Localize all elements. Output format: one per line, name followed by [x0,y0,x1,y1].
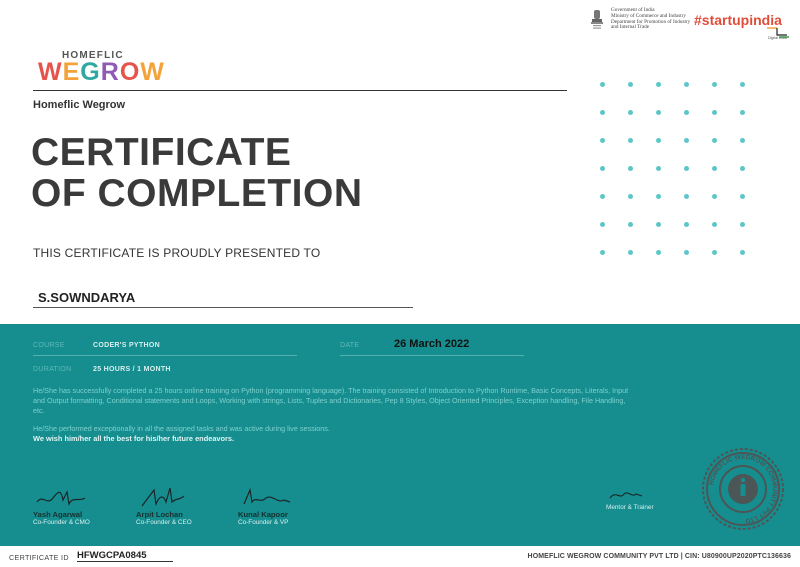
decorative-dot [684,110,689,115]
decorative-dot-grid [600,82,760,262]
govt-line: Government of India [611,7,655,13]
logo-letter: R [100,58,120,86]
signatory-arpit [136,486,216,526]
signature-icon [606,486,646,504]
recipient-underline [33,307,413,308]
logo-letter: G [80,58,101,86]
decorative-dot [684,250,689,255]
decorative-dot [600,82,605,87]
decorative-dot [656,138,661,143]
signatory-role: Co-Founder & CEO [136,519,192,526]
certificate-title [31,132,363,214]
course-underline [33,355,297,356]
logo-small-text: HOMEFLIC [62,50,124,61]
decorative-dot [684,222,689,227]
decorative-dot [740,222,745,227]
decorative-dot [628,166,633,171]
logo-letter: W [140,58,165,86]
date-underline [340,355,524,356]
decorative-dot [740,250,745,255]
signatory-role: Co-Founder & VP [238,519,289,526]
signatory-kunal [238,486,318,526]
decorative-dot [684,166,689,171]
decorative-dot [712,110,717,115]
signatory-role: Mentor & Trainer [606,504,654,511]
govt-line: Department for Promotion of Industry [611,18,691,25]
decorative-dot [656,194,661,199]
decorative-dot [740,82,745,87]
decorative-dot [656,82,661,87]
duration-label: DURATION [33,366,72,373]
seal-text: HOMEFLIC WEGROW COMMUNITY PVT LTD [708,453,779,524]
signature-icon [136,486,196,510]
wish-text: We wish him/her all the best for his/her future endeavors. [33,434,235,443]
company-seal-icon [700,446,786,532]
decorative-dot [712,194,717,199]
recipient-name: S.SOWNDARYA [38,290,136,305]
course-label: COURSE [33,342,65,349]
decorative-dot [628,110,633,115]
decorative-dot [628,82,633,87]
performance-text: He/She performed exceptionally in all the assigned tasks and was active during live sessions. [33,424,330,433]
signatory-name: Arpit Lochan [136,510,183,519]
govt-department-text [611,8,691,31]
decorative-dot [712,166,717,171]
date-value: 26 March 2022 [394,338,470,350]
certificate-id-label: CERTIFICATE ID [9,553,69,562]
title-line-2: OF COMPLETION [31,172,363,215]
govt-line: Ministry of Commerce and Industry [611,12,686,19]
decorative-dot [656,110,661,115]
decorative-dot [656,250,661,255]
logo-letter: O [119,58,141,86]
course-description: He/She has successfully completed a 25 hours online training on Python (programming language). The training consisted of Introduction to Python Runtime, Basic Concepts, Literals, Input and Output formatting, Conditional statements and Loops, Working with strings, Lists, Tuples and Dictionaries, Pep 8 Styles, Object Oriented Principles, Exception handling, File Handling, etc. [33,386,629,415]
decorative-dot [656,166,661,171]
org-name: Homeflic Wegrow [33,99,126,111]
company-cin: HOMEFLIC WEGROW COMMUNITY PVT LTD | CIN: U80900UP2020PTC136636 [527,553,791,560]
logo-letter: E [62,58,81,86]
decorative-dot [600,166,605,171]
logo-letter: W [38,58,63,86]
decorative-dot [628,194,633,199]
decorative-dot [684,82,689,87]
signature-icon [33,486,93,510]
decorative-dot [712,138,717,143]
startupindia-logo: #startupindia [694,12,782,28]
certificate-id: HFWGCPA0845 [77,550,173,562]
decorative-dot [628,250,633,255]
decorative-dot [712,82,717,87]
date-label: DATE [340,342,360,349]
signatory-mentor [606,486,686,511]
decorative-dot [740,110,745,115]
course-value: CODER'S PYTHON [93,342,160,349]
decorative-dot [628,138,633,143]
decorative-dot [740,138,745,143]
national-emblem-icon [588,8,606,32]
decorative-dot [600,250,605,255]
decorative-dot [712,250,717,255]
startupindia-tag: Digital India [768,36,787,40]
signatory-name: Yash Agarwal [33,510,83,519]
decorative-dot [600,138,605,143]
title-line-1: CERTIFICATE [31,131,292,174]
decorative-dot [740,166,745,171]
duration-value: 25 HOURS / 1 MONTH [93,366,171,373]
presented-to-text: THIS CERTIFICATE IS PROUDLY PRESENTED TO [33,246,321,260]
signatory-role: Co-Founder & CMO [33,519,90,526]
signatory-name: Kunal Kapoor [238,510,288,519]
decorative-dot [740,194,745,199]
decorative-dot [600,110,605,115]
signatory-yash [33,486,113,526]
decorative-dot [656,222,661,227]
decorative-dot [684,138,689,143]
decorative-dot [684,194,689,199]
decorative-dot [628,222,633,227]
decorative-dot [600,194,605,199]
decorative-dot [600,222,605,227]
logo [38,59,165,85]
decorative-dot [712,222,717,227]
govt-line: and Internal Trade [611,24,650,31]
signature-icon [238,486,298,510]
header-divider [33,90,567,91]
